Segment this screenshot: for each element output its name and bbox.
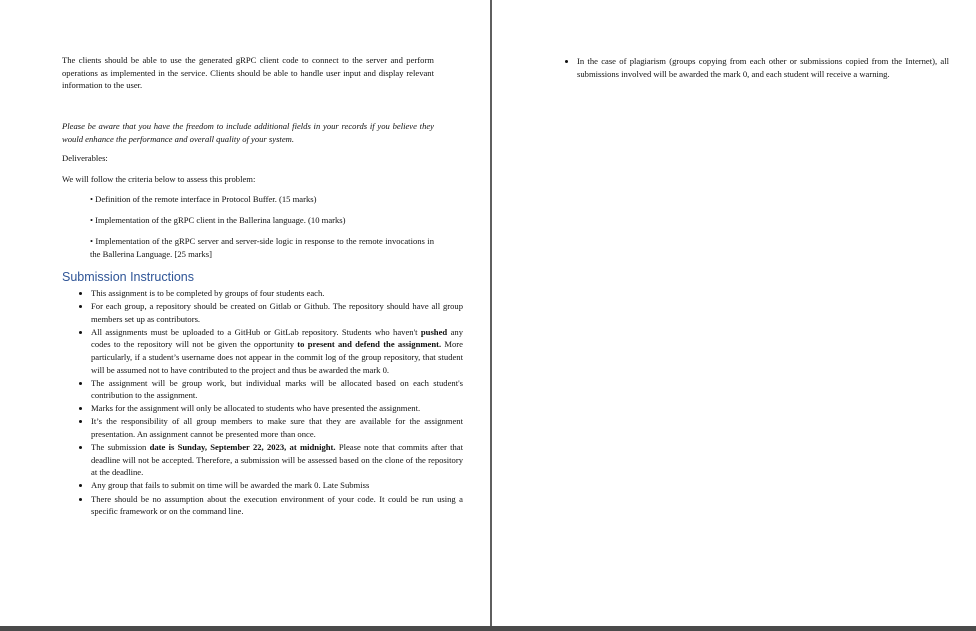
page-divider: [490, 0, 492, 626]
criterion-item: • Definition of the remote interface in Protocol Buffer. (15 marks): [90, 194, 317, 204]
instruction-text: The submission: [91, 442, 150, 453]
instruction-text: any codes to the repository will not be given the opportunity: [91, 326, 463, 350]
deliverables-label: Deliverables:: [62, 153, 108, 163]
submission-instructions-heading: Submission Instructions: [62, 270, 195, 284]
instruction-item: [91, 326, 463, 376]
deadline-emphasis: date is Sunday, September 22, 2023, at midnight.: [149, 442, 336, 453]
criteria-intro: We will follow the criteria below to assess this problem:: [62, 174, 256, 184]
instruction-item: • It’s the responsibility of all group members to make sure that they are available for the assignment presentation. An assignment cannot be presented more than once.: [91, 415, 463, 440]
instruction-text: Please note that commits after that deadline will not be accepted. Therefore, a submission will be assessed based on the clone of the repository at the deadline.: [91, 442, 463, 478]
instruction-text: All assignments must be uploaded to a GitHub or GitLab repository. Students who haven't: [91, 326, 421, 337]
criterion-item: • Implementation of the gRPC server and server-side logic in response to the remote invocations in the Ballerina Language. [25 marks]: [90, 236, 434, 259]
submission-instructions-list: [62, 287, 463, 518]
intro-paragraph: The clients should be able to use the generated gRPC client code to connect to the server and perform operations as implemented in the service. Clients should be able to handle user input and display relevant information to the user.: [62, 55, 434, 91]
instruction-item: • This assignment is to be completed by groups of four students each.: [91, 287, 463, 300]
instruction-item: • The assignment will be group work, but individual marks will be allocated based on each student's contribution to the assignment.: [91, 377, 463, 402]
instruction-emphasis: to present and defend the assignment.: [297, 339, 442, 350]
instruction-item: [91, 441, 463, 479]
instruction-text: More particularly, if a student’s username does not appear in the commit log of the group repository, that student will be assumed not to have contributed to the project and thus be awarded the mark 0.: [91, 339, 463, 375]
instruction-item: • For each group, a repository should be created on Gitlab or Github. The repository should have all group members set up as contributors.: [91, 300, 463, 325]
criterion-item: • Implementation of the gRPC client in the Ballerina language. (10 marks): [90, 215, 346, 225]
instruction-emphasis: pushed: [420, 326, 448, 337]
instruction-item: • Any group that fails to submit on time will be awarded the mark 0. Late Submiss: [91, 479, 463, 492]
document-page-right: [492, 0, 976, 626]
instruction-item: • There should be no assumption about the execution environment of your code. It could be run using a specific framework or on the command line.: [91, 493, 463, 518]
instruction-item: • Marks for the assignment will only be allocated to students who have presented the assignment.: [91, 402, 463, 415]
note-paragraph: Please be aware that you have the freedom to include additional fields in your records if you believe they would enhance the performance and overall quality of your system.: [62, 121, 434, 144]
plagiarism-item: • In the case of plagiarism (groups copying from each other or submissions copied from the Internet), all submissions involved will be awarded the mark 0, and each student will receive a warning.: [577, 55, 949, 80]
plagiarism-list: [548, 55, 949, 80]
viewer-bottom-bar: [0, 626, 976, 631]
